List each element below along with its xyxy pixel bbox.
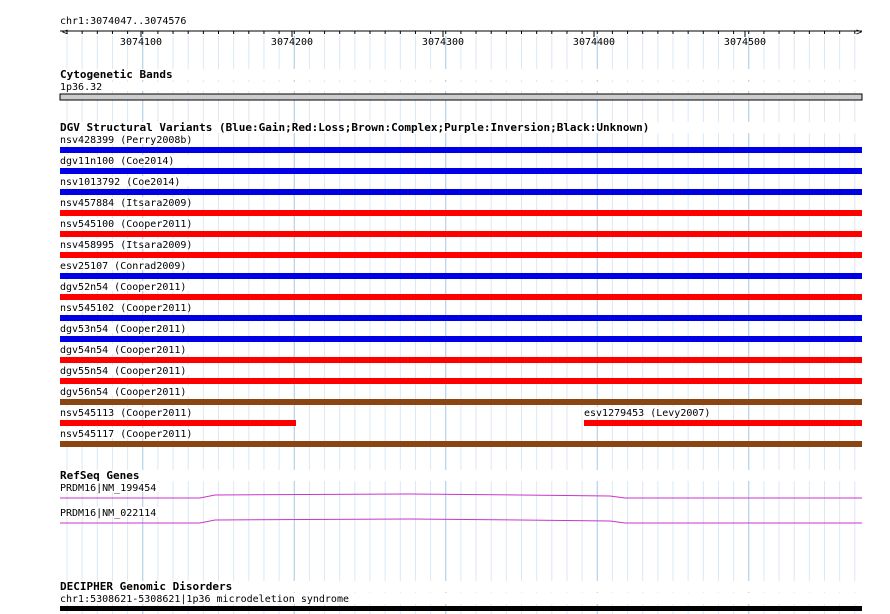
dgv-variant-label[interactable]: nsv545102 (Cooper2011) bbox=[60, 303, 193, 314]
decipher-track-title: DECIPHER Genomic Disorders bbox=[60, 580, 233, 593]
cytoband-label-bg bbox=[58, 82, 862, 91]
dgv-variant-label[interactable]: esv1279453 (Levy2007) bbox=[584, 408, 711, 419]
cytoband-band-bar[interactable] bbox=[60, 94, 862, 100]
dgv-track-title: DGV Structural Variants (Blue:Gain;Red:Loss;Brown:Complex;Purple:Inversion;Black:Unknown) bbox=[60, 121, 650, 134]
dgv-variant-bar[interactable] bbox=[60, 441, 862, 447]
dgv-variant-bar[interactable] bbox=[60, 420, 296, 426]
dgv-variant-label[interactable]: dgv11n100 (Coe2014) bbox=[60, 156, 175, 167]
dgv-variant-bar[interactable] bbox=[60, 315, 862, 321]
ruler bbox=[60, 16, 862, 48]
ruler-ticks bbox=[67, 31, 855, 48]
decipher-track bbox=[58, 580, 862, 611]
dgv-variant-label[interactable]: dgv52n54 (Cooper2011) bbox=[60, 282, 187, 293]
dgv-variant-label[interactable]: nsv457884 (Itsara2009) bbox=[60, 198, 193, 209]
decipher-feature-bar[interactable] bbox=[60, 606, 862, 611]
ruler-tick-label: 3074400 bbox=[572, 37, 616, 48]
dgv-variant-bar[interactable] bbox=[60, 357, 862, 363]
dgv-features bbox=[58, 134, 862, 447]
dgv-variant-label[interactable]: nsv428399 (Perry2008b) bbox=[60, 135, 193, 146]
dgv-variant-label[interactable]: nsv545100 (Cooper2011) bbox=[60, 219, 193, 230]
ruler-tick-label: 3074500 bbox=[723, 37, 767, 48]
refseq-gene-label[interactable]: PRDM16|NM_022114 bbox=[60, 508, 157, 519]
dgv-variant-label[interactable]: nsv545113 (Cooper2011) bbox=[60, 408, 193, 419]
dgv-variant-bar[interactable] bbox=[60, 231, 862, 237]
dgv-variant-label[interactable]: dgv55n54 (Cooper2011) bbox=[60, 366, 187, 377]
dgv-variant-label[interactable]: nsv545117 (Cooper2011) bbox=[60, 429, 193, 440]
decipher-entry-label[interactable]: chr1:5308621-5308621|1p36 microdeletion syndrome bbox=[60, 594, 349, 605]
dgv-variant-label[interactable]: dgv56n54 (Cooper2011) bbox=[60, 387, 187, 398]
dgv-variant-bar[interactable] bbox=[60, 378, 862, 384]
dgv-variant-bar[interactable] bbox=[60, 252, 862, 258]
ruler-tick-label: 3074300 bbox=[421, 37, 465, 48]
cytoband-title-bg bbox=[58, 69, 862, 80]
dgv-variant-bar[interactable] bbox=[584, 420, 862, 426]
refseq-track bbox=[58, 469, 862, 523]
cytoband-band-label: 1p36.32 bbox=[60, 82, 103, 93]
cytoband-track bbox=[58, 68, 862, 100]
refseq-gene-label[interactable]: PRDM16|NM_199454 bbox=[60, 483, 157, 494]
ruler-region-label: chr1:3074047..3074576 bbox=[60, 16, 187, 27]
dgv-variant-bar[interactable] bbox=[60, 168, 862, 174]
ruler-tick-label: 3074100 bbox=[119, 37, 163, 48]
dgv-variant-label[interactable]: nsv1013792 (Coe2014) bbox=[60, 177, 181, 188]
dgv-variant-bar[interactable] bbox=[60, 147, 862, 153]
dgv-variant-label[interactable]: esv25107 (Conrad2009) bbox=[60, 261, 187, 272]
dgv-variant-label[interactable]: dgv54n54 (Cooper2011) bbox=[60, 345, 187, 356]
dgv-variant-bar[interactable] bbox=[60, 189, 862, 195]
dgv-variant-bar[interactable] bbox=[60, 273, 862, 279]
dgv-variant-bar[interactable] bbox=[60, 399, 862, 405]
dgv-track bbox=[58, 121, 862, 447]
dgv-variant-label[interactable]: nsv458995 (Itsara2009) bbox=[60, 240, 193, 251]
ruler-tick-label: 3074200 bbox=[270, 37, 314, 48]
cytoband-track-title: Cytogenetic Bands bbox=[60, 68, 173, 81]
ruler-right-arrow-icon: > bbox=[856, 27, 863, 38]
ruler-left-arrow-icon: < bbox=[62, 27, 69, 38]
dgv-variant-bar[interactable] bbox=[60, 210, 862, 216]
dgv-variant-label[interactable]: dgv53n54 (Cooper2011) bbox=[60, 324, 187, 335]
refseq-title-bg bbox=[58, 470, 862, 481]
dgv-variant-bar[interactable] bbox=[60, 294, 862, 300]
dgv-variant-bar[interactable] bbox=[60, 336, 862, 342]
refseq-track-title: RefSeq Genes bbox=[60, 469, 140, 482]
